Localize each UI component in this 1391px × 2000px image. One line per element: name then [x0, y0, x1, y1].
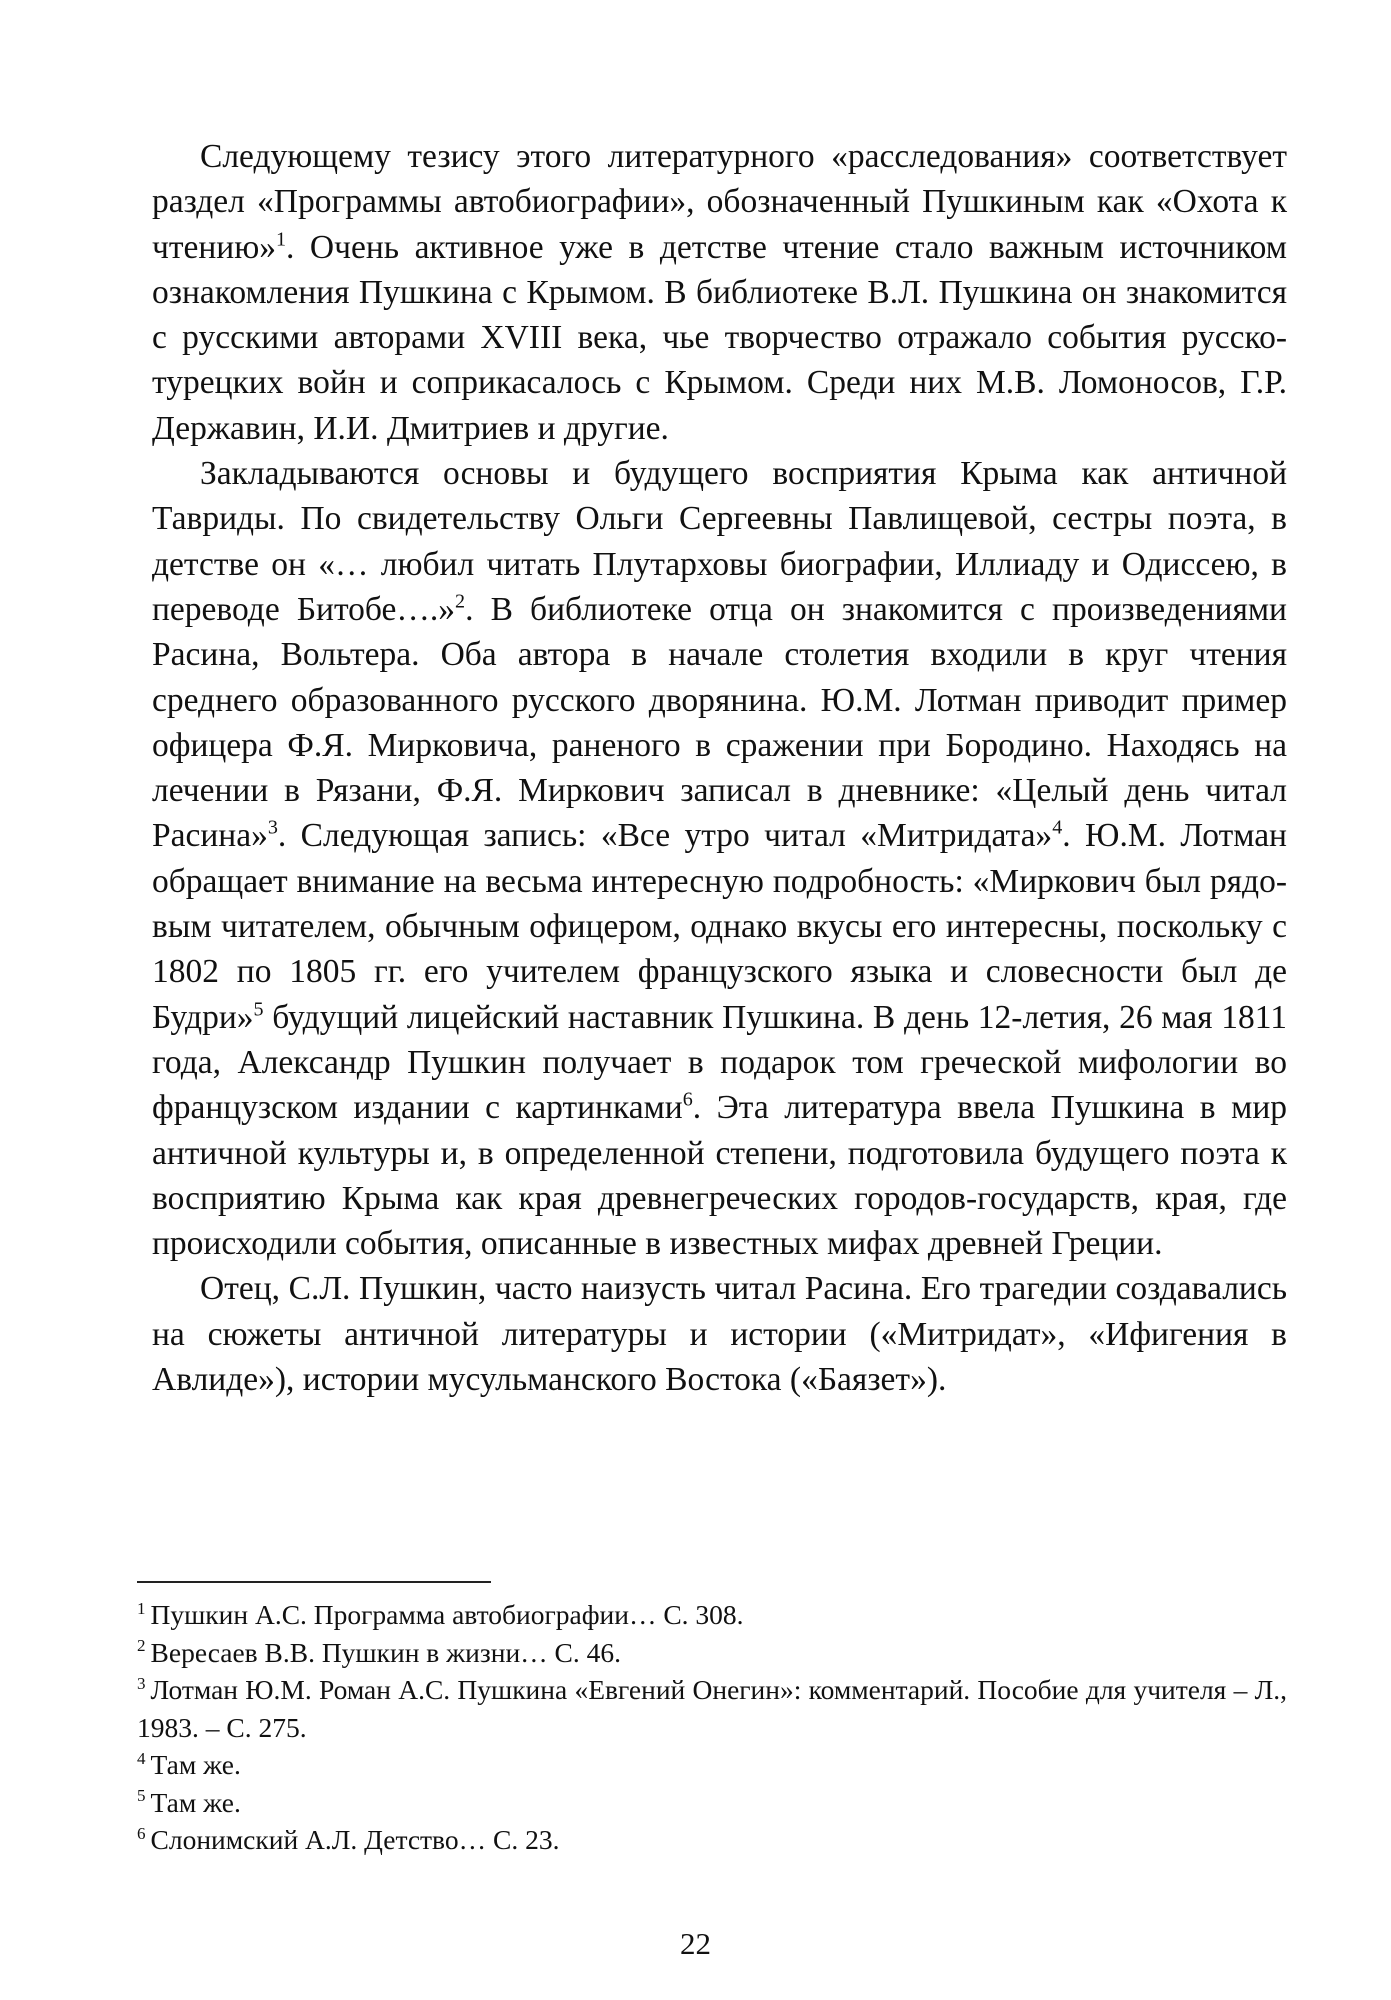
footnote-text: Пушкин А.С. Программа автобиографии… С. 308.	[150, 1599, 744, 1630]
footnote-2	[137, 1634, 1287, 1672]
footnote-number: 1	[137, 1598, 146, 1618]
paragraph-text: . Эта литература ввела Пушкина в мир античной культуры и, в определенной степени, подготовила будущего поэта к восприятию Крыма как края древнегреческих городов-государств, края, где происходили события, описанные в известных мифах древней Греции.	[152, 1089, 1287, 1263]
paragraph-text: будущий лицейский наставник Пушкина. В день 12-летия, 26 мая 1811 года, Александр Пушкин получает в подарок том греческой мифологии во французском издании с картинками	[152, 998, 1287, 1127]
paragraph-text: Закладываются основы и будущего восприятия Крыма как античной Тавриды. По свидетельству Ольги Сергеевны Павлищевой, сестры поэта, в детстве он «… любил читать Плутарховы биографии, Иллиаду и Одиссею, в переводе Битобе….»	[152, 455, 1287, 628]
footnote-5	[137, 1784, 1287, 1822]
footnote-ref-6[interactable]: 6	[682, 1088, 693, 1111]
paragraph-text: . Очень активное уже в детстве чтение стало важным источником ознакомления Пушкина с Крымом. В библиотеке В.Л. Пушкина он знакомится с русскими авторами XVIII века, чье творчество отражало события русско-турецких войн и соприкасалось с Крымом. Среди них М.В. Ломоносов, Г.Р. Державин, И.И. Дмитриев и другие.	[152, 228, 1287, 447]
paragraph-text: . В библиотеке отца он знакомится с произведениями Расина, Вольтера. Оба автора в начале столетия входили в круг чтения среднего образованного русского дворянина. Ю.М. Лотман приводит пример офицера Ф.Я. Мирковича, раненого в сражении при Бородино. Находясь на лечении в Рязани, Ф.Я. Миркович записал в дневнике: «Целый день читал Расина»	[152, 590, 1287, 855]
footnotes	[137, 1596, 1287, 1859]
footnote-text: Слонимский А.Л. Детство… С. 23.	[150, 1824, 560, 1855]
footnote-ref-2[interactable]: 2	[455, 590, 466, 613]
paragraph-3	[152, 1266, 1287, 1402]
footnote-ref-4[interactable]: 4	[1052, 817, 1063, 839]
paragraph-text: . Следующая запись: «Все утро читал «Митридата»	[277, 817, 1053, 855]
footnote-3	[137, 1671, 1287, 1746]
footnote-number: 5	[137, 1786, 146, 1806]
paragraph-text: Отец, С.Л. Пушкин, часто наизусть читал Расина. Его трагедии создавались на сюжеты античной литературы и истории («Митридат», «Ифигения в Авлиде»), истории мусульманского Востока («Баязет»).	[152, 1270, 1287, 1399]
paragraph-2	[152, 451, 1287, 1266]
footnote-1	[137, 1596, 1287, 1634]
footnote-text: Лотман Ю.М. Роман А.С. Пушкина «Евгений Онегин»: комментарий. Пособие для учителя – Л., 1983. – С. 275.	[137, 1674, 1287, 1743]
footnote-number: 6	[137, 1823, 146, 1843]
footnote-4	[137, 1746, 1287, 1784]
footnote-ref-3[interactable]: 3	[267, 817, 278, 839]
paragraph-text: . Ю.М. Лотман обращает внимание на весьма интересную подробность: «Миркович был рядовым читателем, обычным офицером, однако вкусы его интересны, поскольку с 1802 по 1805 гг. его учителем французского языка и словесности был де Будри»	[152, 817, 1287, 1036]
footnote-number: 4	[137, 1748, 146, 1768]
footnote-ref-5[interactable]: 5	[253, 998, 264, 1021]
footnote-text: Там же.	[150, 1749, 241, 1780]
page-number: 22	[680, 1926, 711, 1961]
main-text	[152, 134, 1287, 1402]
footnote-number: 2	[137, 1636, 146, 1656]
footnote-divider	[137, 1581, 491, 1583]
footnote-ref-1[interactable]: 1	[276, 228, 287, 251]
footnote-6	[137, 1821, 1287, 1859]
footnote-number: 3	[137, 1673, 146, 1693]
paragraph-1	[152, 134, 1287, 451]
footnote-text: Вересаев В.В. Пушкин в жизни… С. 46.	[150, 1636, 621, 1668]
paragraph-text: Следующему тезису этого литературного «расследования» соответствует раздел «Программы автобиографии», обозначенный Пушкиным как «Охота к чтению»	[152, 138, 1287, 266]
footnote-text: Там же.	[150, 1786, 241, 1818]
